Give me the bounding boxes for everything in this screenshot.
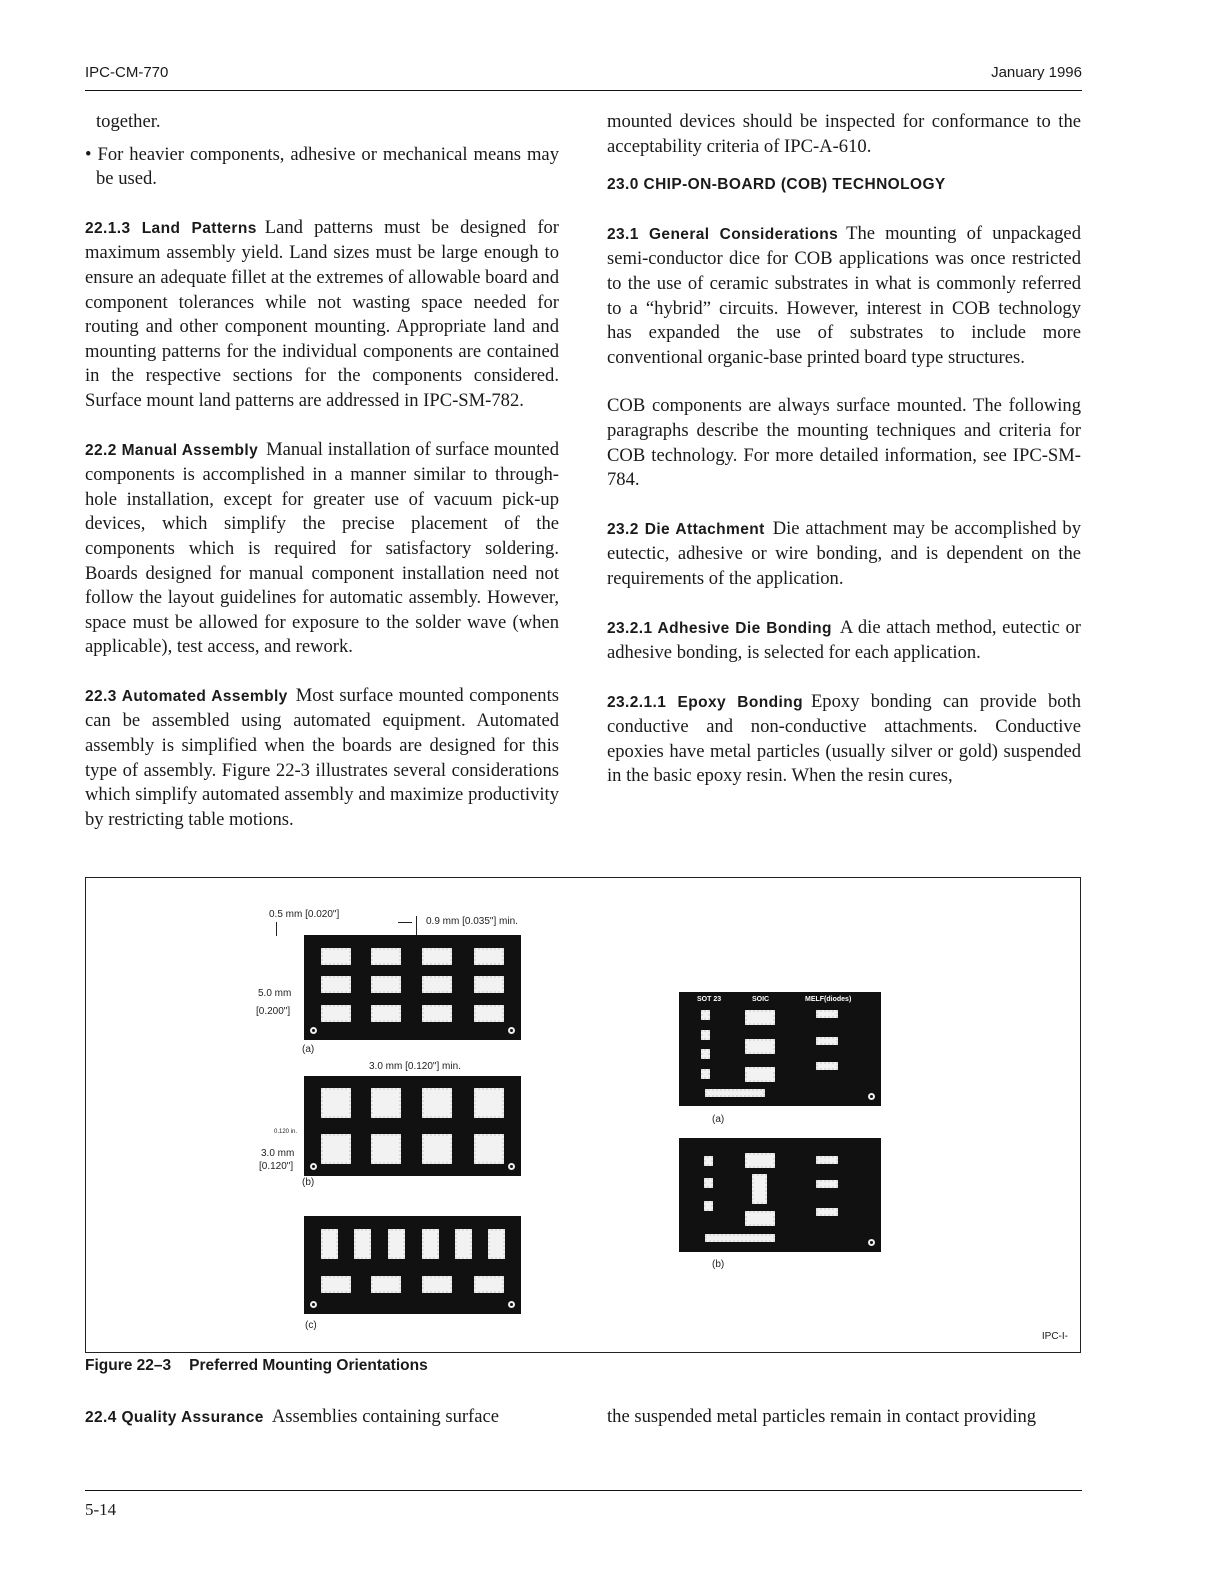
dim-label: [0.120"] <box>259 1161 294 1172</box>
plcc-chip <box>321 1134 351 1164</box>
soic-chip <box>745 1067 775 1082</box>
cob-paragraph: COB components are always surface mounted. The following paragraphs describe the mounting techniques and criteria for COB technology. For more detailed information, see IPC-SM-784. <box>607 395 1081 491</box>
soic-chip-vertical <box>488 1229 505 1259</box>
soic-chip <box>321 1276 351 1293</box>
soic-chip <box>474 1276 504 1293</box>
panel-label: (c) <box>305 1320 317 1331</box>
plcc-chip <box>474 1088 504 1118</box>
sot23-chip <box>704 1178 713 1188</box>
soic-chip <box>474 948 504 965</box>
soic-chip <box>422 976 452 993</box>
soic-chip-vertical <box>321 1229 338 1259</box>
soic-chip <box>422 1276 452 1293</box>
tooling-hole <box>868 1093 875 1100</box>
figure-tag: IPC-I- <box>1041 1331 1068 1342</box>
sot23-chip <box>701 1069 710 1079</box>
section-heading: 23.1 General Considerations <box>607 225 839 243</box>
sot23-chip <box>704 1156 713 1166</box>
figure-caption: Figure 22–3 Preferred Mounting Orientations <box>85 1357 428 1374</box>
melf-diode <box>816 1208 838 1216</box>
continuation-text: together. <box>96 111 161 132</box>
board-a-right <box>679 992 881 1106</box>
tooling-hole <box>310 1163 317 1170</box>
soic-chip <box>422 1005 452 1022</box>
section-23-2-1: 23.2.1 Adhesive Die Bonding A die attach method, eutectic or adhesive bonding, is selected for each application. <box>607 616 1081 664</box>
header-date: January 1996 <box>991 64 1082 81</box>
soic-chip <box>745 1153 775 1168</box>
soic-chip <box>371 948 401 965</box>
soic-chip <box>371 1276 401 1293</box>
bottom-right-text: the suspended metal particles remain in contact providing <box>607 1406 1037 1427</box>
bullet-item: • For heavier components, adhesive or mechanical means may be used. <box>85 143 559 190</box>
section-heading: 23.2.1 Adhesive Die Bonding <box>607 619 832 637</box>
tooling-hole <box>508 1301 515 1308</box>
dim-label: 3.0 mm [0.120"] min. <box>369 1061 461 1072</box>
section-heading: 22.4 Quality Assurance <box>85 1409 264 1426</box>
sot23-chip <box>701 1030 710 1040</box>
soic-chip-vertical <box>422 1229 439 1259</box>
section-23-1: 23.1 General Considerations The mounting of unpackaged semi-conductor dice for COB applications was once restricted to the use of ceramic substrates in what is commonly referred to a “hybrid” circuits. However, interest in COB technology has expanded the use of substrates to include more conventional organic-base printed board type structures. <box>607 222 1081 368</box>
section-23-2: 23.2 Die Attachment Die attachment may be accomplished by eutectic, adhesive or wire bonding, and is dependent on the requirements of the application. <box>607 517 1081 589</box>
soic-chip-vertical <box>455 1229 472 1259</box>
sot23-chip <box>701 1010 710 1020</box>
chip-resistor-row <box>705 1089 765 1097</box>
melf-diode <box>816 1180 838 1188</box>
dim-label: 5.0 mm <box>258 988 292 999</box>
dim-arrow <box>276 922 277 936</box>
section-22-3: 22.3 Automated Assembly Most surface mounted components can be assembled using automated equipment. Automated assembly is simplified when the boards are designed for this type of assembly. Figure 22-3 illustrates several considerations which simplify automated assembly and maximize productivity by restricting table motions. <box>85 684 559 830</box>
soic-chip-vertical <box>752 1174 767 1204</box>
panel-label: (a) <box>302 1044 315 1055</box>
plcc-chip <box>474 1134 504 1164</box>
soic-chip <box>474 1005 504 1022</box>
board-b-right <box>679 1138 881 1252</box>
dim-label: 0.9 mm [0.035"] min. <box>426 916 518 927</box>
soic-chip <box>371 1005 401 1022</box>
header-rule <box>85 90 1082 91</box>
sot23-chip <box>701 1049 710 1059</box>
right-column <box>607 110 1081 813</box>
soic-chip-vertical <box>388 1229 405 1259</box>
melf-diode <box>816 1062 838 1070</box>
soic-chip <box>321 1005 351 1022</box>
soic-chip <box>422 948 452 965</box>
panel-label: (b) <box>302 1177 315 1188</box>
dim-label: 0.120 in. <box>274 1129 298 1135</box>
section-23-2-1-1: 23.2.1.1 Epoxy Bonding Epoxy bonding can provide both conductive and non-conductive attachments. Conductive epoxies have metal particles (usually silver or gold) suspended in the basic epoxy resin. When the resin cures, <box>607 690 1081 787</box>
section-title-23-0: 23.0 CHIP-ON-BOARD (COB) TECHNOLOGY <box>607 176 946 194</box>
chip-resistor-row <box>705 1234 775 1242</box>
tooling-hole <box>508 1163 515 1170</box>
sot23-chip <box>704 1201 713 1211</box>
section-heading: 22.1.3 Land Patterns <box>85 219 257 237</box>
tooling-hole <box>310 1301 317 1308</box>
section-heading: 22.3 Automated Assembly <box>85 687 288 705</box>
plcc-chip <box>321 1088 351 1118</box>
dim-arrow <box>398 922 412 923</box>
section-22-2: 22.2 Manual Assembly Manual installation of surface mounted components is accomplished in a manner similar to through-hole installation, except for greater use of vacuum pick-up devices, which simplify the precise placement of the components which is required for satisfactory soldering. Boards designed for manual component installation need not follow the layout guidelines for automatic assembly. However, space must be allowed for exposure to the solder wave (when applicable), test access, and rework. <box>85 438 559 658</box>
header-doc-id: IPC-CM-770 <box>85 64 169 81</box>
section-22-4: 22.4 Quality Assurance Assemblies containing surface <box>85 1406 500 1427</box>
soic-chip <box>321 948 351 965</box>
section-22-1-3: 22.1.3 Land Patterns Land patterns must be designed for maximum assembly yield. Land sizes must be large enough to ensure an adequate fillet at the extremes of allowable board and component tolerances while not wasting space needed for routing and other component mounting. Appropriate land and mounting patterns for the individual components are contained in the respective sections for the components considered. Surface mount land patterns are addressed in IPC-SM-782. <box>85 216 559 411</box>
plcc-chip <box>371 1134 401 1164</box>
board-a-left <box>304 935 521 1040</box>
soic-chip <box>745 1211 775 1226</box>
melf-diode <box>816 1037 838 1045</box>
section-heading: 23.2.1.1 Epoxy Bonding <box>607 693 803 711</box>
soic-chip <box>745 1010 775 1025</box>
dim-label: 0.5 mm [0.020"] <box>269 909 340 920</box>
tooling-hole <box>310 1027 317 1034</box>
board-c-left <box>304 1216 521 1314</box>
melf-diode <box>816 1010 838 1018</box>
section-heading: 22.2 Manual Assembly <box>85 441 259 459</box>
plcc-chip <box>422 1134 452 1164</box>
soic-chip <box>321 976 351 993</box>
board-label: SOIC <box>752 996 770 1003</box>
dim-label: 3.0 mm <box>261 1148 295 1159</box>
board-b-left <box>304 1076 521 1176</box>
footer-rule <box>85 1490 1082 1491</box>
board-label: MELF(diodes) <box>805 996 852 1003</box>
plcc-chip <box>422 1088 452 1118</box>
dim-label: [0.200"] <box>256 1006 291 1017</box>
melf-diode <box>816 1156 838 1164</box>
continuation-text: mounted devices should be inspected for conformance to the acceptability criteria of IPC-A-610. <box>607 111 1081 157</box>
page-number: 5-14 <box>85 1500 117 1519</box>
soic-chip <box>745 1039 775 1054</box>
left-column <box>85 110 559 856</box>
soic-chip-vertical <box>354 1229 371 1259</box>
section-heading: 23.2 Die Attachment <box>607 520 765 538</box>
figure-22-3 <box>85 877 1081 1353</box>
plcc-chip <box>371 1088 401 1118</box>
soic-chip <box>474 976 504 993</box>
tooling-hole <box>508 1027 515 1034</box>
soic-chip <box>371 976 401 993</box>
panel-label: (b) <box>712 1259 725 1270</box>
panel-label: (a) <box>712 1114 725 1125</box>
tooling-hole <box>868 1239 875 1246</box>
board-label: SOT 23 <box>697 996 722 1003</box>
